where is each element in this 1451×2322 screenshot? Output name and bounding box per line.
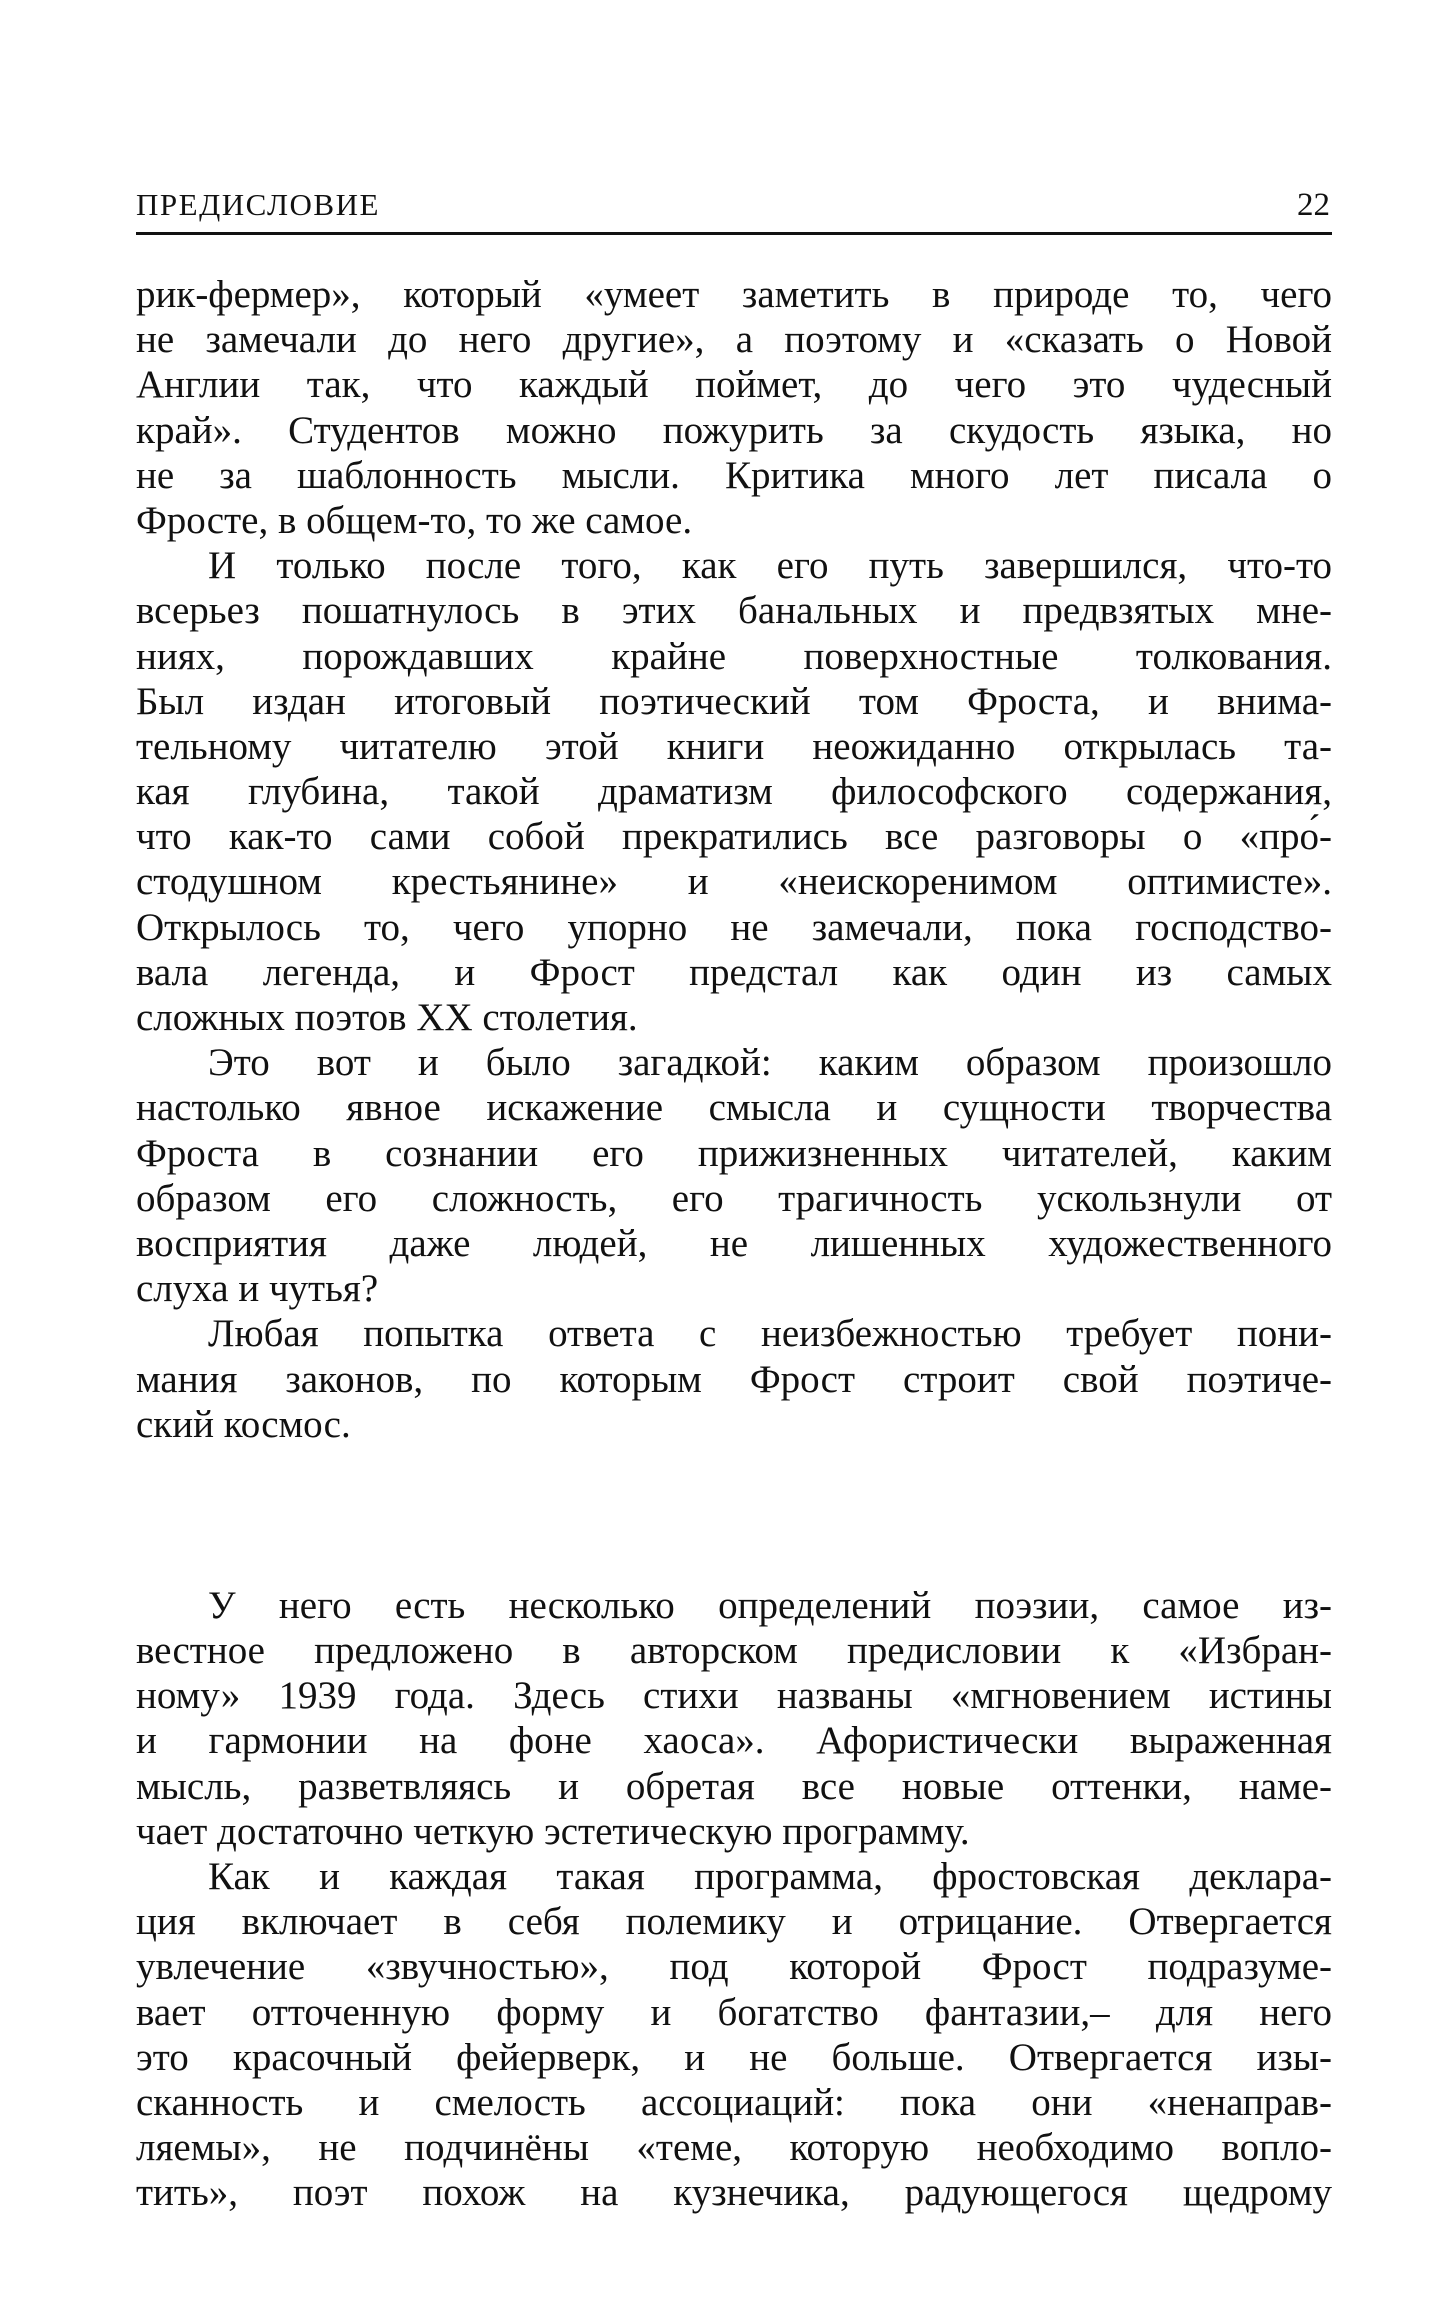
text-line: кая глубина, такой драматизм философского содержания,: [136, 770, 1332, 814]
text-line: стодушном крестьянине» и «неискоренимом оптимисте».: [136, 860, 1332, 904]
paragraph: [136, 1854, 1332, 2216]
text-line: рик-фермер», который «умеет заметить в природе то, чего: [136, 273, 1332, 316]
text-line: не за шаблонность мысли. Критика много лет писала о: [136, 453, 1332, 497]
text-line: ниях, порождавших крайне поверхностные толкования.: [136, 634, 1332, 678]
text-line: край». Студентов можно пожурить за скудость языка, но: [136, 408, 1332, 452]
text-line: И только после того, как его путь завершился, что-то: [208, 544, 1332, 588]
text-line: что как-то сами собой прекратились все разговоры о «про́-: [136, 815, 1332, 859]
text-line: сложных поэтов XX столетия.: [136, 996, 638, 1039]
running-title: ПРЕДИСЛОВИЕ: [136, 187, 380, 222]
text-line: всерьез пошатнулось в этих банальных и предвзятых мне-: [136, 589, 1332, 633]
text-line: мания законов, по которым Фрост строит свой поэтиче-: [136, 1357, 1332, 1401]
text-line: ция включает в себя полемику и отрицание. Отвергается: [136, 1900, 1332, 1944]
text-line: У него есть несколько определений поэзии, самое из-: [208, 1583, 1332, 1627]
text-line: образом его сложность, его трагичность ускользнули от: [136, 1176, 1332, 1220]
text-line: настолько явное искажение смысла и сущности творчества: [136, 1086, 1332, 1130]
text-line: это красочный фейерверк, и не больше. Отвергается изы-: [136, 2035, 1332, 2079]
text-line: сканность и смелость ассоциаций: пока они «ненаправ-: [136, 2080, 1332, 2124]
text-line: Как и каждая такая программа, фростовская деклара-: [208, 1855, 1332, 1898]
text-line: Был издан итоговый поэтический том Фроста, и внима-: [136, 679, 1332, 723]
text-line: вала легенда, и Фрост предстал как один из самых: [136, 950, 1332, 994]
text-line: мысль, разветвляясь и обретая все новые оттенки, наме-: [136, 1764, 1332, 1808]
running-header: [136, 180, 1332, 235]
page-body: [136, 272, 1332, 2216]
text-line: тить», поэт похож на кузнечика, радующегося щедрому: [136, 2171, 1332, 2215]
text-line: Любая попытка ответа с неизбежностью требует пони-: [208, 1312, 1332, 1356]
paragraph: [136, 543, 1332, 1040]
text-line: чает достаточно четкую эстетическую программу.: [136, 1809, 970, 1853]
section-break: [136, 1447, 1332, 1583]
page-number: 22: [1297, 187, 1330, 223]
text-line: увлечение «звучностью», под которой Фрост подразуме-: [136, 1945, 1332, 1989]
text-line: восприятия даже людей, не лишенных художественного: [136, 1221, 1332, 1265]
text-line: ляемы», не подчинёны «теме, которую необходимо вопло-: [136, 2126, 1332, 2170]
text-line: Фросте, в общем-то, то же самое.: [136, 498, 693, 542]
paragraph: [136, 1040, 1332, 1311]
text-line: Фроста в сознании его прижизненных читателей, каким: [136, 1131, 1332, 1175]
text-line: Открылось то, чего упорно не замечали, пока господство-: [136, 905, 1332, 949]
text-line: вает отточенную форму и богатство фантазии,– для него: [136, 1990, 1332, 2034]
text-line: ский космос.: [136, 1402, 351, 1446]
text-section: [136, 1583, 1332, 2216]
paragraph: [136, 1311, 1332, 1447]
text-line: Англии так, что каждый поймет, до чего это чудесный: [136, 363, 1332, 407]
text-line: и гармонии на фоне хаоса». Афористически выраженная: [136, 1719, 1332, 1763]
text-line: ному» 1939 года. Здесь стихи названы «мгновением истины: [136, 1674, 1332, 1718]
text-line: не замечали до него другие», а поэтому и «сказать о Новой: [136, 318, 1332, 362]
text-line: вестное предложено в авторском предисловии к «Избран-: [136, 1629, 1332, 1673]
paragraph: [136, 272, 1332, 543]
text-line: слуха и чутья?: [136, 1267, 379, 1311]
paragraph: [136, 1583, 1332, 1854]
text-line: тельному читателю этой книги неожиданно открылась та-: [136, 724, 1332, 768]
text-section: [136, 272, 1332, 1447]
text-line: Это вот и было загадкой: каким образом произошло: [208, 1041, 1332, 1085]
